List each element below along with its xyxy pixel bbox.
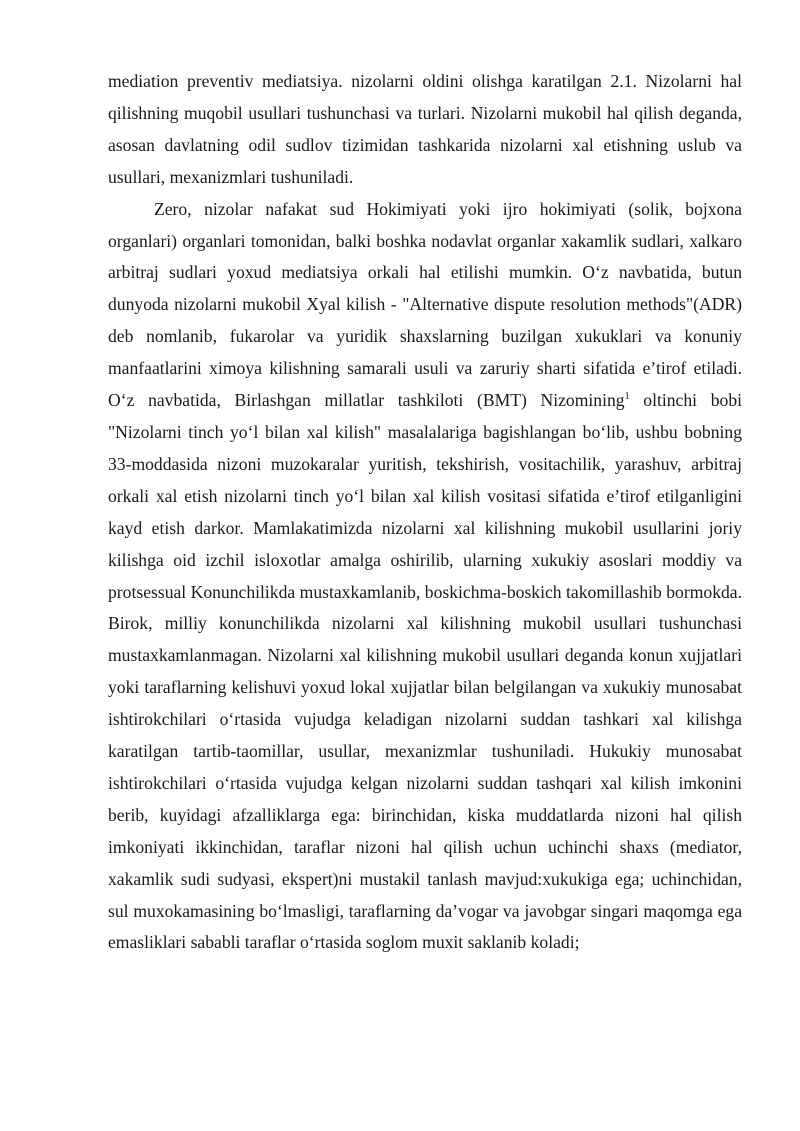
paragraph-main-text-1: Zero, nizolar nafakat sud Hokimiyati yoki ijro hokimiyati (solik, bojxona organlari) organlari tomonidan, balki boshka nodavlat organlar xakamlik sudlari, xalkaro arbitraj sudlari yoxud mediatsiya orkali hal etilishi mumkin. O‘z navbatida, butun dunyoda nizolarni mukobil Xyal kilish - "Alternative dispute resolution methods"(ADR) deb nomlanib, fukarolar va yuridik shaxslarning buzilgan xukuklari va konuniy manfaatlarini ximoya kilishning samarali usuli va zaruriy sharti sifatida e’tirof etiladi. O‘z navbatida, Birlashgan millatlar tashkiloti (BMT) Nizomining	[108, 198, 742, 411]
footnote-marker: 1	[624, 391, 630, 403]
paragraph-main-text-2: oltinchi bobi "Nizolarni tinch yo‘l bilan xal kilish" masalalariga bagishlangan bo‘lib, ushbu bobning 33-moddasida nizoni muzokaralar yuritish, tekshirish, vositachilik, yarashuv, arbitraj orkali xal etish nizolarni tinch yo‘l bilan xal kilish vositasi sifatida e’tirof etilganligini kayd etish darkor. Mamlakatimizda nizolarni xal kilishning mukobil usullarini joriy kilishga oid izchil isloxotlar amalga oshirilib, ularning xukukiy asoslari moddiy va protsessual Konunchilikda mustaxkamlanib, boskichma-boskich takomillashib bormokda. Birok, milliy konunchilikda nizolarni xal kilishning mukobil usullari tushunchasi mustaxkamlanmagan. Nizolarni xal kilishning mukobil usullari deganda konun xujjatlari yoki taraflarning kelishuvi yoxud lokal xujjatlar bilan belgilangan va xukukiy munosabat ishtirokchilari o‘rtasida vujudga keladigan nizolarni suddan tashkari xal kilishga karatilgan tartib-taomillar, usullar, mexanizmlar tushuniladi. Hukukiy munosabat ishtirokchilari o‘rtasida vujudga kelgan nizolarni suddan tashqari xal kilish imkonini berib, kuyidagi afzalliklarga ega: birinchidan, kiska muddatlarda nizoni hal qilish imkoniyati ikkinchidan, taraflar nizoni hal qilish uchun uchinchi shaxs (mediator, xakamlik sudi sudyasi, ekspert)ni mustakil tanlash mavjud:xukukiga ega; uchinchidan, sul muxokamasining bo‘lmasligi, taraflarning da’vogar va javobgar singari maqomga ega emasliklari sababli taraflar o‘rtasida soglom muxit saklanib koladi;	[108, 390, 743, 953]
document-page	[108, 66, 742, 959]
paragraph-intro: mediation preventiv mediatsiya. nizolarni oldini olishga karatilgan 2.1. Nizolarni hal qilishning muqobil usullari tushunchasi va turlari. Nizolarni mukobil hal qilish deganda, asosan davlatning odil sudlov tizimidan tashkarida nizolarni xal etishning uslub va usullari, mexanizmlari tushuniladi.	[108, 71, 742, 187]
paragraph-main	[108, 194, 742, 960]
